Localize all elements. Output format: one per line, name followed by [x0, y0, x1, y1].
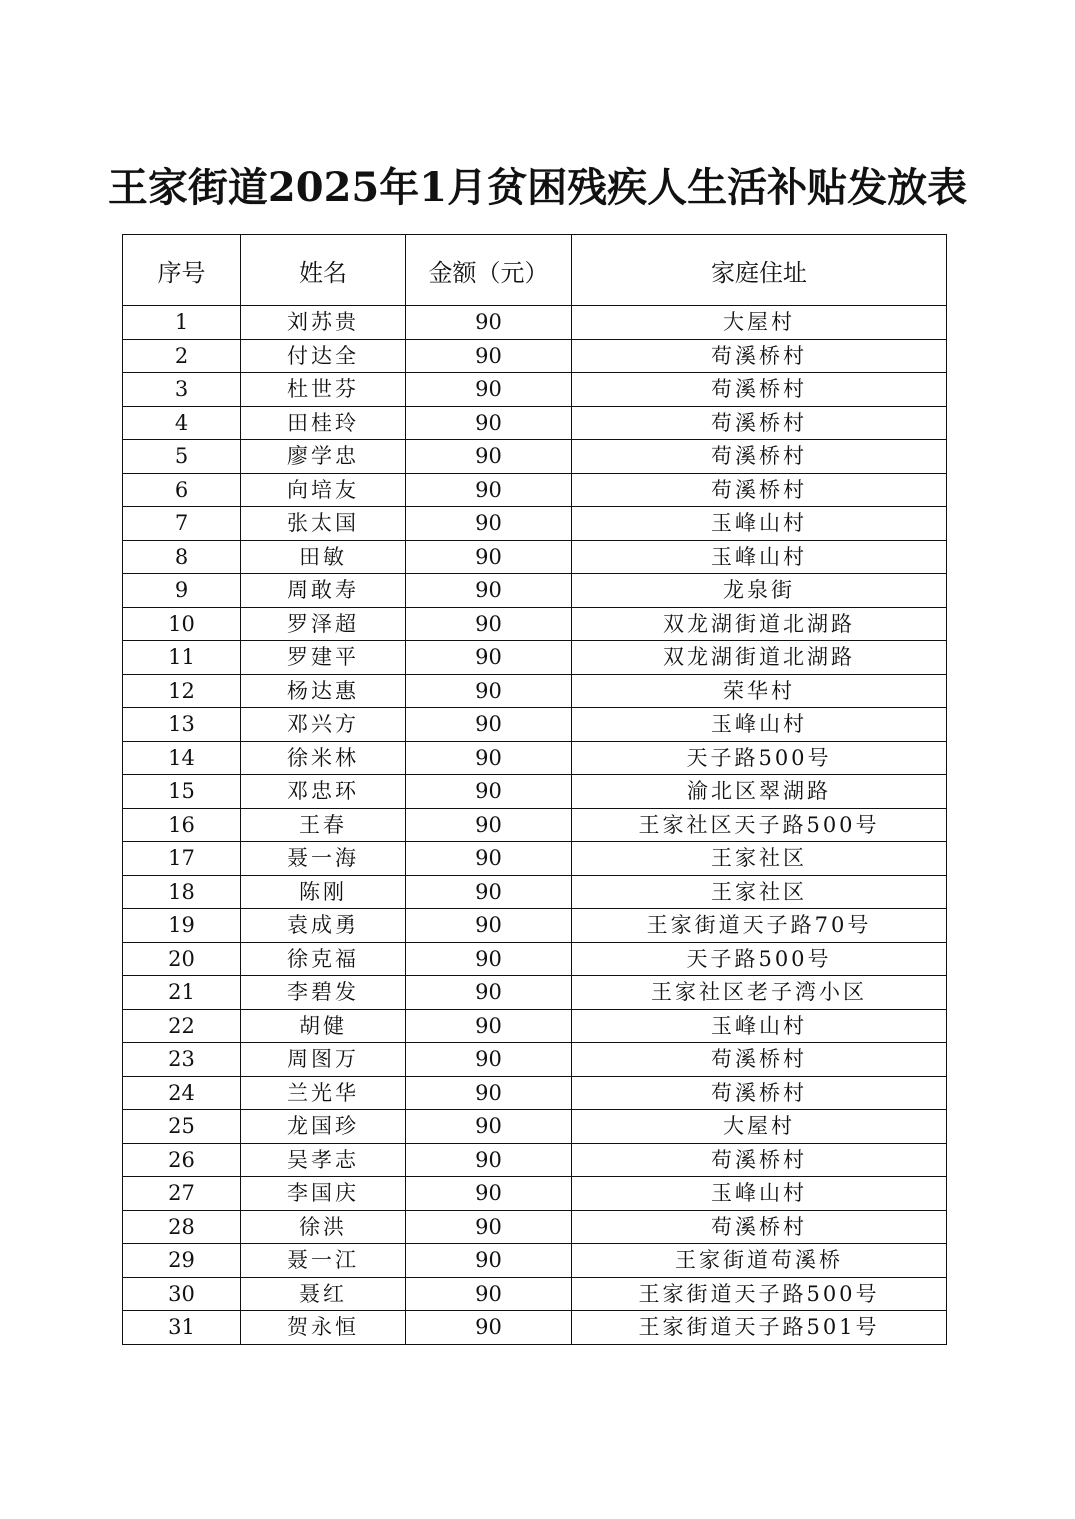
- row-address: 双龙湖街道北湖路: [572, 641, 947, 675]
- row-index: 24: [123, 1076, 241, 1110]
- row-name: 杜世芬: [241, 373, 406, 407]
- row-index: 20: [123, 942, 241, 976]
- table-row: [123, 842, 947, 876]
- row-index: 5: [123, 440, 241, 474]
- row-amount: 90: [406, 1143, 572, 1177]
- row-index: 4: [123, 406, 241, 440]
- row-amount: 90: [406, 641, 572, 675]
- table-row: [123, 373, 947, 407]
- table-row: [123, 641, 947, 675]
- row-amount: 90: [406, 1110, 572, 1144]
- row-name: 兰光华: [241, 1076, 406, 1110]
- row-index: 18: [123, 875, 241, 909]
- row-index: 31: [123, 1311, 241, 1345]
- row-name: 杨达惠: [241, 674, 406, 708]
- row-address: 王家街道天子路501号: [572, 1311, 947, 1345]
- row-name: 邓兴方: [241, 708, 406, 742]
- row-index: 13: [123, 708, 241, 742]
- row-index: 6: [123, 473, 241, 507]
- row-amount: 90: [406, 406, 572, 440]
- row-address: 苟溪桥村: [572, 373, 947, 407]
- row-address: 玉峰山村: [572, 1009, 947, 1043]
- row-index: 26: [123, 1143, 241, 1177]
- row-amount: 90: [406, 875, 572, 909]
- row-index: 9: [123, 574, 241, 608]
- row-address: 渝北区翠湖路: [572, 775, 947, 809]
- row-index: 8: [123, 540, 241, 574]
- row-amount: 90: [406, 507, 572, 541]
- row-index: 7: [123, 507, 241, 541]
- row-amount: 90: [406, 373, 572, 407]
- table-row: [123, 674, 947, 708]
- row-index: 3: [123, 373, 241, 407]
- row-index: 1: [123, 306, 241, 340]
- row-name: 聂红: [241, 1277, 406, 1311]
- table-row: [123, 306, 947, 340]
- row-index: 21: [123, 976, 241, 1010]
- table-body: [123, 306, 947, 1345]
- row-address: 苟溪桥村: [572, 1076, 947, 1110]
- row-index: 30: [123, 1277, 241, 1311]
- page-title: 王家街道2025年1月贫困残疾人生活补贴发放表: [107, 164, 968, 211]
- row-index: 17: [123, 842, 241, 876]
- row-amount: 90: [406, 708, 572, 742]
- row-amount: 90: [406, 1277, 572, 1311]
- row-name: 徐克福: [241, 942, 406, 976]
- row-amount: 90: [406, 1177, 572, 1211]
- table-row: [123, 1210, 947, 1244]
- row-index: 15: [123, 775, 241, 809]
- table-row: [123, 976, 947, 1010]
- row-amount: 90: [406, 842, 572, 876]
- row-name: 李国庆: [241, 1177, 406, 1211]
- table-row: [123, 1076, 947, 1110]
- row-address: 王家街道天子路70号: [572, 909, 947, 943]
- table-row: [123, 473, 947, 507]
- row-name: 胡健: [241, 1009, 406, 1043]
- header-index: 序号: [123, 235, 241, 306]
- row-name: 田敏: [241, 540, 406, 574]
- row-name: 李碧发: [241, 976, 406, 1010]
- row-address: 王家社区: [572, 875, 947, 909]
- table-row: [123, 1244, 947, 1278]
- row-amount: 90: [406, 1311, 572, 1345]
- row-address: 大屋村: [572, 1110, 947, 1144]
- table-row: [123, 406, 947, 440]
- row-name: 贺永恒: [241, 1311, 406, 1345]
- row-name: 聂一海: [241, 842, 406, 876]
- row-index: 29: [123, 1244, 241, 1278]
- row-name: 王春: [241, 808, 406, 842]
- row-address: 玉峰山村: [572, 1177, 947, 1211]
- row-amount: 90: [406, 1076, 572, 1110]
- row-name: 罗建平: [241, 641, 406, 675]
- row-amount: 90: [406, 775, 572, 809]
- row-index: 27: [123, 1177, 241, 1211]
- table-row: [123, 1311, 947, 1345]
- row-index: 16: [123, 808, 241, 842]
- row-name: 向培友: [241, 473, 406, 507]
- row-name: 袁成勇: [241, 909, 406, 943]
- subsidy-table: [122, 234, 947, 1345]
- row-index: 19: [123, 909, 241, 943]
- row-name: 吴孝志: [241, 1143, 406, 1177]
- table-row: [123, 775, 947, 809]
- row-name: 周图万: [241, 1043, 406, 1077]
- row-amount: 90: [406, 306, 572, 340]
- row-name: 张太国: [241, 507, 406, 541]
- row-index: 14: [123, 741, 241, 775]
- row-name: 刘苏贵: [241, 306, 406, 340]
- row-address: 双龙湖街道北湖路: [572, 607, 947, 641]
- row-name: 周敢寿: [241, 574, 406, 608]
- table-row: [123, 1110, 947, 1144]
- row-address: 龙泉街: [572, 574, 947, 608]
- row-name: 龙国珍: [241, 1110, 406, 1144]
- row-address: 王家社区老子湾小区: [572, 976, 947, 1010]
- row-address: 苟溪桥村: [572, 1043, 947, 1077]
- table-row: [123, 607, 947, 641]
- row-address: 玉峰山村: [572, 540, 947, 574]
- row-address: 天子路500号: [572, 741, 947, 775]
- table-row: [123, 507, 947, 541]
- row-address: 大屋村: [572, 306, 947, 340]
- table-row: [123, 1043, 947, 1077]
- row-amount: 90: [406, 540, 572, 574]
- row-name: 聂一江: [241, 1244, 406, 1278]
- table-row: [123, 339, 947, 373]
- row-address: 苟溪桥村: [572, 440, 947, 474]
- row-amount: 90: [406, 574, 572, 608]
- row-amount: 90: [406, 1244, 572, 1278]
- row-address: 王家街道苟溪桥: [572, 1244, 947, 1278]
- row-address: 天子路500号: [572, 942, 947, 976]
- row-name: 徐米林: [241, 741, 406, 775]
- row-name: 邓忠环: [241, 775, 406, 809]
- row-index: 22: [123, 1009, 241, 1043]
- row-address: 苟溪桥村: [572, 339, 947, 373]
- row-amount: 90: [406, 440, 572, 474]
- row-address: 苟溪桥村: [572, 406, 947, 440]
- table-row: [123, 1143, 947, 1177]
- row-address: 王家社区天子路500号: [572, 808, 947, 842]
- header-name: 姓名: [241, 235, 406, 306]
- table-row: [123, 808, 947, 842]
- row-name: 陈刚: [241, 875, 406, 909]
- row-address: 玉峰山村: [572, 507, 947, 541]
- table-row: [123, 909, 947, 943]
- row-address: 王家社区: [572, 842, 947, 876]
- row-name: 付达全: [241, 339, 406, 373]
- row-index: 25: [123, 1110, 241, 1144]
- table-row: [123, 1177, 947, 1211]
- row-amount: 90: [406, 976, 572, 1010]
- row-amount: 90: [406, 808, 572, 842]
- row-index: 10: [123, 607, 241, 641]
- row-address: 玉峰山村: [572, 708, 947, 742]
- table-row: [123, 942, 947, 976]
- row-index: 28: [123, 1210, 241, 1244]
- table-row: [123, 1277, 947, 1311]
- header-amount: 金额（元）: [406, 235, 572, 306]
- row-name: 罗泽超: [241, 607, 406, 641]
- table-row: [123, 1009, 947, 1043]
- table-row: [123, 741, 947, 775]
- row-index: 11: [123, 641, 241, 675]
- table-row: [123, 540, 947, 574]
- row-amount: 90: [406, 1043, 572, 1077]
- row-address: 苟溪桥村: [572, 473, 947, 507]
- row-name: 田桂玲: [241, 406, 406, 440]
- row-index: 23: [123, 1043, 241, 1077]
- row-name: 廖学忠: [241, 440, 406, 474]
- row-index: 12: [123, 674, 241, 708]
- row-amount: 90: [406, 1009, 572, 1043]
- row-amount: 90: [406, 1210, 572, 1244]
- row-address: 苟溪桥村: [572, 1143, 947, 1177]
- row-amount: 90: [406, 942, 572, 976]
- row-amount: 90: [406, 674, 572, 708]
- table-row: [123, 875, 947, 909]
- row-amount: 90: [406, 607, 572, 641]
- row-amount: 90: [406, 909, 572, 943]
- table-row: [123, 440, 947, 474]
- row-index: 2: [123, 339, 241, 373]
- row-amount: 90: [406, 473, 572, 507]
- row-address: 王家街道天子路500号: [572, 1277, 947, 1311]
- table-row: [123, 574, 947, 608]
- row-name: 徐洪: [241, 1210, 406, 1244]
- row-address: 荣华村: [572, 674, 947, 708]
- row-address: 苟溪桥村: [572, 1210, 947, 1244]
- header-address: 家庭住址: [572, 235, 947, 306]
- table-header-row: [123, 235, 947, 306]
- table-row: [123, 708, 947, 742]
- row-amount: 90: [406, 339, 572, 373]
- row-amount: 90: [406, 741, 572, 775]
